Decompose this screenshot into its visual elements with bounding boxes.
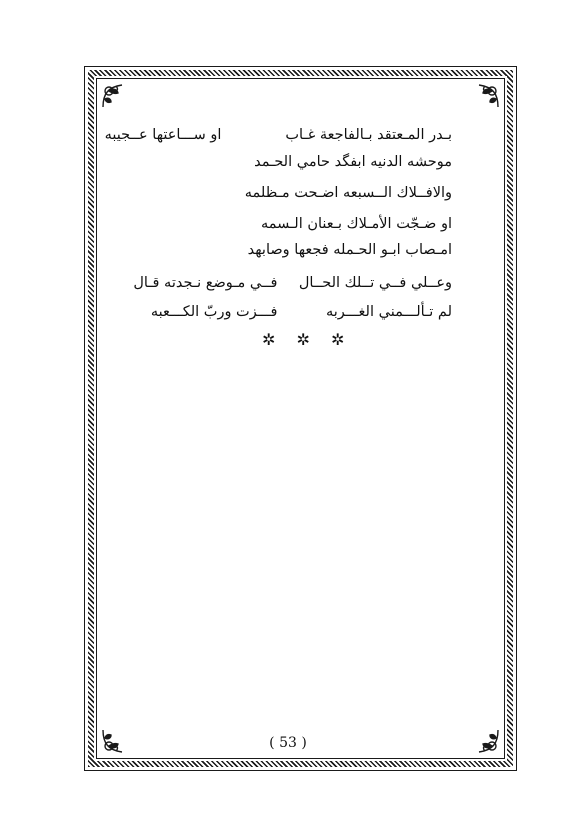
hemistich-right: وعــلي فــي تــلك الحــال [298,275,452,291]
poem-line-text: او ضـجّت الأمـلاك بـعنان الـسمه [260,216,452,232]
poem-line-2 [254,152,452,172]
poem-line-7 [151,302,452,322]
poem-line-6 [133,273,452,293]
section-stars: ✲ ✲ ✲ [262,330,353,349]
poem-line-4 [261,214,452,234]
poem-line-text: موحشه الدنيه ابفگد حامي الحـمد [254,154,452,170]
poem-line-text: امـصاب ابـو الحـمله فجعها وصابهد [247,242,452,258]
hemistich-right: بـدر المـعتقد بـالفاجعة غـاب [285,127,452,143]
poem-line-3 [245,183,452,203]
hemistich-left: فـــزت وربّ الكـــعبه [150,304,278,320]
poem-line-text: والافــلاك الــسبعه اضـحت مـظلمه [244,185,452,201]
page-number: ( 53 ) [269,735,307,751]
hemistich-left: فــي مـوضع نـجدته قـال [133,275,278,291]
hemistich-right: لم تـألـــمني الغـــربه [326,304,452,320]
poem-line-1 [105,125,452,145]
hemistich-left: او ســـاعتها عــجيبه [104,127,222,143]
poem-line-5 [248,240,452,260]
